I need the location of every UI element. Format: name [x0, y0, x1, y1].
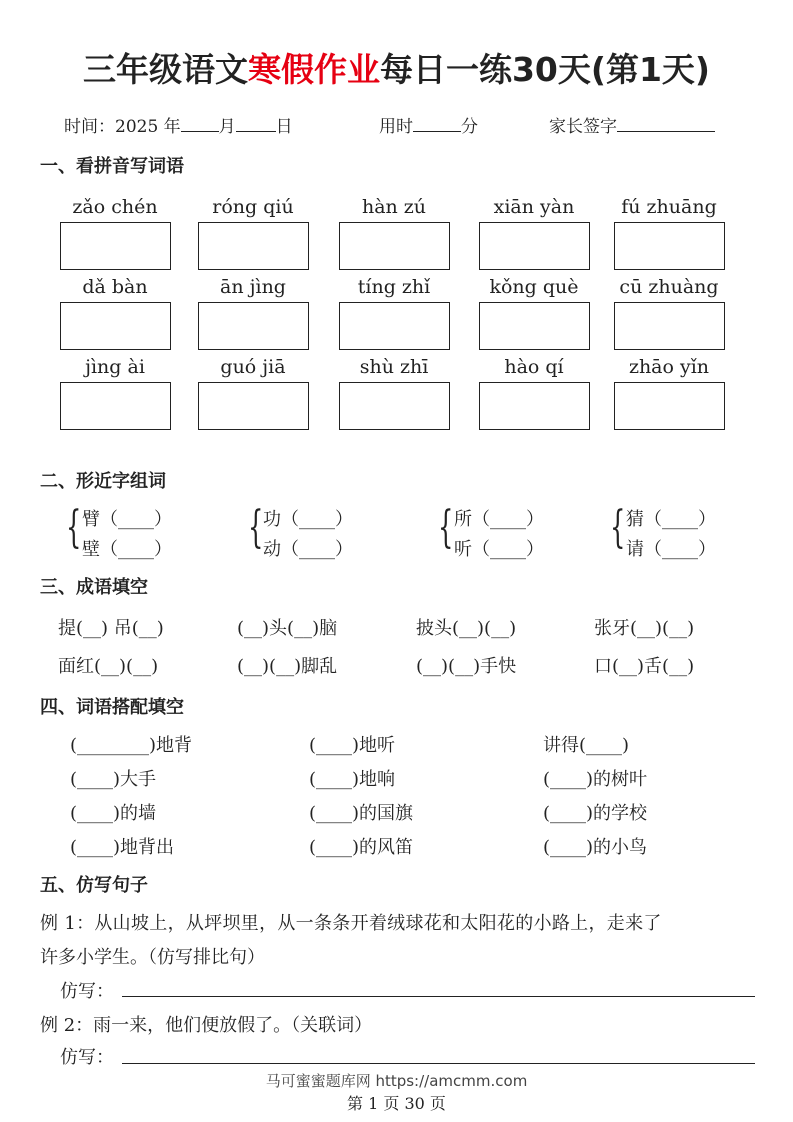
example-2: 例 2：雨一来，他们便放假了。（关联词）: [40, 1015, 373, 1036]
title-part1: 三年级语文: [82, 50, 248, 89]
collocation-item[interactable]: (____)的树叶: [543, 769, 648, 790]
collocation-item[interactable]: (____)的国旗: [309, 803, 414, 824]
footer-site: 马可蜜蜜题库网 https://amcmm.com: [265, 1072, 528, 1090]
similar-char-item[interactable]: 功（____）: [263, 509, 353, 530]
parent-signature-label: 家长签字: [549, 117, 617, 137]
answer-box[interactable]: [339, 302, 450, 350]
answer-box[interactable]: [479, 382, 590, 430]
pinyin-label: ān jìng: [220, 276, 286, 298]
pinyin-label: xiān yàn: [493, 196, 575, 218]
pinyin-label: zhāo yǐn: [628, 356, 710, 378]
pinyin-label: zǎo chén: [72, 196, 158, 218]
day-blank[interactable]: [236, 115, 276, 132]
collocation-item[interactable]: 讲得(____): [543, 735, 630, 756]
pinyin-label: fú zhuāng: [621, 196, 717, 218]
minutes-blank[interactable]: [413, 115, 461, 132]
answer-box[interactable]: [614, 222, 725, 270]
answer-box[interactable]: [60, 382, 171, 430]
section-3-heading: 三、成语填空: [40, 577, 148, 598]
section-2-heading: 二、形近字组词: [40, 471, 166, 492]
signature-blank[interactable]: [617, 115, 715, 132]
idiom-item[interactable]: 口(__)舌(__): [594, 656, 695, 677]
collocation-item[interactable]: (____)地响: [309, 769, 396, 790]
collocation-item[interactable]: (________)地背: [70, 735, 193, 756]
month-label: 月: [218, 117, 236, 137]
parent-signature-field: [549, 112, 715, 137]
date-field: [64, 112, 293, 137]
answer-box[interactable]: [198, 382, 309, 430]
minute-label: 分: [461, 117, 478, 137]
answer-line-1[interactable]: [122, 996, 755, 997]
pinyin-label: kǒng què: [489, 276, 579, 298]
brace-icon: {: [438, 502, 454, 553]
collocation-item[interactable]: (____)地听: [309, 735, 396, 756]
day-label: 日: [275, 117, 293, 137]
brace-icon: {: [248, 502, 264, 553]
pinyin-label: shù zhī: [359, 356, 429, 378]
pinyin-label: róng qiú: [212, 196, 294, 218]
collocation-item[interactable]: (____)大手: [70, 769, 157, 790]
section-5-heading: 五、仿写句子: [40, 875, 148, 896]
collocation-item[interactable]: (____)的学校: [543, 803, 648, 824]
idiom-item[interactable]: 提(__) 吊(__): [58, 618, 164, 639]
page-number: 第 1 页 30 页: [347, 1094, 446, 1113]
answer-box[interactable]: [60, 222, 171, 270]
answer-box[interactable]: [339, 222, 450, 270]
similar-char-item[interactable]: 所（____）: [454, 509, 544, 530]
answer-box[interactable]: [479, 222, 590, 270]
answer-line-2[interactable]: [122, 1063, 755, 1064]
similar-char-item[interactable]: 动（____）: [263, 539, 353, 560]
brace-icon: {: [610, 502, 626, 553]
answer-box[interactable]: [339, 382, 450, 430]
answer-box[interactable]: [614, 302, 725, 350]
collocation-item[interactable]: (____)的小鸟: [543, 837, 648, 858]
similar-char-item[interactable]: 壁（____）: [82, 539, 172, 560]
pinyin-label: cū zhuàng: [619, 276, 719, 298]
similar-char-item[interactable]: 听（____）: [454, 539, 544, 560]
brace-icon: {: [66, 502, 82, 553]
idiom-item[interactable]: (__)(__)手快: [416, 656, 517, 677]
example-1-line-2: 许多小学生。（仿写排比句）: [40, 947, 265, 968]
write-label-2: 仿写：: [60, 1047, 114, 1068]
similar-char-item[interactable]: 猜（____）: [626, 509, 716, 530]
month-blank[interactable]: [181, 115, 219, 132]
answer-box[interactable]: [614, 382, 725, 430]
idiom-item[interactable]: (__)头(__)脑: [237, 618, 338, 639]
pinyin-label: guó jiā: [220, 356, 286, 378]
pinyin-label: tíng zhǐ: [357, 276, 431, 298]
answer-box[interactable]: [198, 302, 309, 350]
example-1-line-1: 例 1：从山坡上，从坪坝里，从一条条开着绒球花和太阳花的小路上，走来了: [40, 913, 662, 934]
section-1-heading: 一、看拼音写词语: [40, 156, 184, 177]
section-4-heading: 四、词语搭配填空: [40, 697, 184, 718]
collocation-item[interactable]: (____)的风笛: [309, 837, 414, 858]
title-highlight: 寒假作业: [247, 50, 380, 89]
duration-field: [379, 112, 478, 137]
idiom-item[interactable]: 张牙(__)(__): [594, 618, 695, 639]
title-part3: 每日一练30天(第1天): [379, 50, 711, 89]
pinyin-label: dǎ bàn: [82, 276, 148, 298]
collocation-item[interactable]: (____)地背出: [70, 837, 175, 858]
pinyin-label: hào qí: [504, 356, 564, 378]
collocation-item[interactable]: (____)的墙: [70, 803, 157, 824]
used-time-label: 用时: [379, 117, 413, 137]
idiom-item[interactable]: (__)(__)脚乱: [237, 656, 338, 677]
similar-char-item[interactable]: 请（____）: [626, 539, 716, 560]
idiom-item[interactable]: 披头(__)(__): [416, 618, 517, 639]
time-label: 时间：2025 年: [64, 117, 181, 137]
idiom-item[interactable]: 面红(__)(__): [58, 656, 159, 677]
answer-box[interactable]: [60, 302, 171, 350]
answer-box[interactable]: [198, 222, 309, 270]
pinyin-label: jìng ài: [85, 356, 145, 378]
answer-box[interactable]: [479, 302, 590, 350]
similar-char-item[interactable]: 臂（____）: [82, 509, 172, 530]
write-label-1: 仿写：: [60, 981, 114, 1002]
page-title: [0, 44, 793, 91]
pinyin-label: hàn zú: [361, 196, 427, 218]
